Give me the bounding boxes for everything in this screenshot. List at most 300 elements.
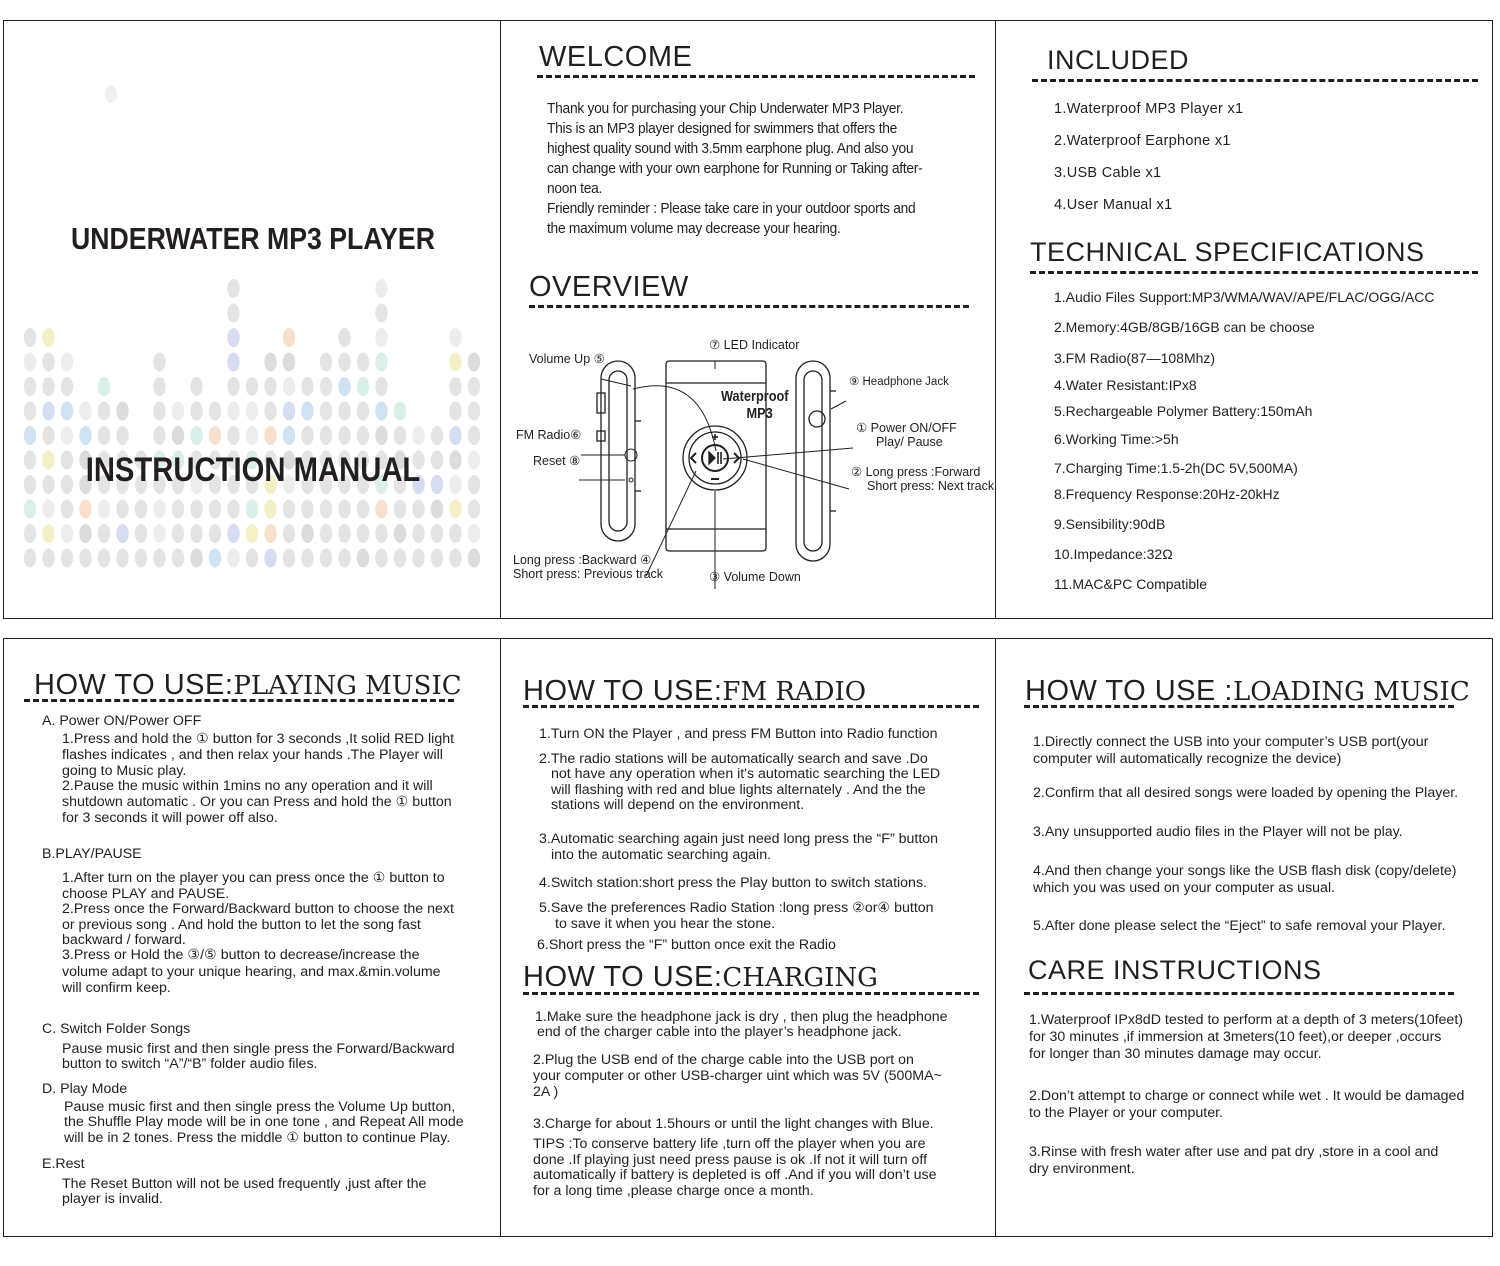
cover-dot xyxy=(283,426,295,445)
cover-dot xyxy=(42,328,54,347)
cover-dot xyxy=(375,353,387,372)
playing-line: volume adapt to your unique hearing, and max.&min.volume xyxy=(62,964,441,980)
label-previous-track: Short press: Previous track xyxy=(513,567,664,581)
cover-dot xyxy=(412,426,424,445)
cover-dot xyxy=(338,377,350,396)
fm-line: into the automatic searching again. xyxy=(551,847,772,863)
spec-item: 7.Charging Time:1.5-2h(DC 5V,500MA) xyxy=(1054,460,1298,476)
cover-dot xyxy=(338,328,350,347)
cover-dot xyxy=(227,279,239,298)
cover-dot xyxy=(246,549,258,568)
playing-line: 2.Pause the music within 1mins no any operation and it will xyxy=(62,778,433,794)
cover-dot xyxy=(42,549,54,568)
cover-dot xyxy=(98,426,110,445)
cover-dot xyxy=(468,451,480,470)
left-side-view xyxy=(597,361,641,541)
cover-dot xyxy=(61,426,73,445)
included-panel xyxy=(995,20,1493,619)
welcome-line: can change with your own earphone for Running or Taking after- xyxy=(547,160,923,177)
playing-line: will confirm keep. xyxy=(62,980,171,996)
playing-line: The Reset Button will not be used frequently ,just after the xyxy=(62,1176,427,1192)
playing-heading-topic: PLAYING MUSIC xyxy=(233,671,462,701)
playing-line: D. Play Mode xyxy=(42,1081,128,1097)
cover-dot xyxy=(246,426,258,445)
cover-dot xyxy=(338,524,350,543)
cover-dot xyxy=(153,426,165,445)
cover-dot xyxy=(357,377,369,396)
cover-dot xyxy=(24,549,36,568)
cover-dot xyxy=(320,524,332,543)
cover-dot xyxy=(24,475,36,494)
spec-item: 2.Memory:4GB/8GB/16GB can be choose xyxy=(1054,319,1315,335)
cover-dot xyxy=(283,549,295,568)
fm-line: 1.Turn ON the Player , and press FM Button into Radio function xyxy=(539,726,938,742)
playing-line: C. Switch Folder Songs xyxy=(42,1021,191,1037)
cover-dot xyxy=(357,426,369,445)
charging-line: TIPS :To conserve battery life ,turn off the player when you are xyxy=(533,1136,926,1152)
cover-dot xyxy=(227,402,239,421)
cover-dot xyxy=(24,451,36,470)
cover-dot xyxy=(264,549,276,568)
cover-dot xyxy=(61,524,73,543)
included-item: 4.User Manual x1 xyxy=(1054,197,1173,213)
loading-line: 1.Directly connect the USB into your computer’s USB port(your xyxy=(1033,734,1429,750)
charging-line: 1.Make sure the headphone jack is dry , then plug the headphone xyxy=(535,1009,948,1025)
cover-dot xyxy=(79,402,91,421)
cover-title: UNDERWATER MP3 PLAYER xyxy=(71,221,435,256)
cover-dot xyxy=(61,549,73,568)
cover-dot xyxy=(116,500,128,519)
cover-dot xyxy=(172,402,184,421)
cover-dot xyxy=(190,500,202,519)
cover-dot xyxy=(190,426,202,445)
cover-dot xyxy=(227,549,239,568)
cover-dot xyxy=(79,500,91,519)
cover-dot xyxy=(320,549,332,568)
cover-dot xyxy=(431,500,443,519)
cover-dot xyxy=(264,353,276,372)
cover-dot xyxy=(98,377,110,396)
cover-dot xyxy=(190,524,202,543)
cover-dot xyxy=(283,402,295,421)
cover-dot xyxy=(357,402,369,421)
charging-line: for a long time ,please charge once a month. xyxy=(533,1183,814,1199)
cover-dot xyxy=(246,524,258,543)
cover-dot xyxy=(357,549,369,568)
loading-line: which you was used on your computer as usual. xyxy=(1033,880,1336,896)
cover-dot xyxy=(449,377,461,396)
heading-underline xyxy=(1024,992,1454,995)
cover-dot xyxy=(357,524,369,543)
playing-line: A. Power ON/Power OFF xyxy=(42,713,202,729)
welcome-line: This is an MP3 player designed for swimmers that offers the xyxy=(547,120,898,137)
loading-care-panel xyxy=(995,638,1493,1237)
cover-dot xyxy=(338,500,350,519)
cover-dot xyxy=(209,549,221,568)
care-line: for 30 minutes ,if immersion at 3meters(10 feet),or deeper ,occurs xyxy=(1029,1029,1442,1045)
loading-line: 5.After done please select the “Eject” to safe removal your Player. xyxy=(1033,918,1446,934)
cover-dot xyxy=(153,524,165,543)
cover-dot xyxy=(394,402,406,421)
specs-heading: TECHNICAL SPECIFICATIONS xyxy=(1030,237,1425,267)
heading-underline xyxy=(1024,705,1454,708)
cover-dot xyxy=(468,549,480,568)
cover-dot xyxy=(61,500,73,519)
included-item: 2.Waterproof Earphone x1 xyxy=(1054,133,1231,149)
cover-dot xyxy=(135,549,147,568)
cover-dot xyxy=(431,524,443,543)
welcome-line: the maximum volume may decrease your hearing. xyxy=(547,220,841,237)
fm-line: stations will depend on the environment. xyxy=(551,797,805,813)
playing-line: E.Rest xyxy=(42,1156,85,1172)
cover-dot xyxy=(394,426,406,445)
cover-dot xyxy=(412,500,424,519)
device-brand-text: Waterproof xyxy=(721,388,789,405)
included-heading: INCLUDED xyxy=(1047,45,1190,75)
spec-item: 4.Water Resistant:IPx8 xyxy=(1054,377,1197,393)
playing-line: shutdown automatic . Or you can Press and hold the ① button xyxy=(62,794,452,810)
cover-dot xyxy=(79,426,91,445)
cover-dot xyxy=(301,402,313,421)
label-volume-down: ③ Volume Down xyxy=(709,570,801,584)
cover-dot xyxy=(61,402,73,421)
fm-line: will flashing with red and blue lights alternately . And the the xyxy=(551,782,926,798)
cover-dot xyxy=(172,426,184,445)
cover-dot xyxy=(98,549,110,568)
cover-dot xyxy=(246,402,258,421)
cover-dot xyxy=(209,426,221,445)
welcome-line: Friendly reminder : Please take care in your outdoor sports and xyxy=(547,200,916,217)
cover-dot xyxy=(61,377,73,396)
cover-dot xyxy=(24,426,36,445)
cover-dot xyxy=(338,353,350,372)
cover-dot xyxy=(320,377,332,396)
cover-dot xyxy=(24,402,36,421)
loading-line: 2.Confirm that all desired songs were loaded by opening the Player. xyxy=(1033,785,1459,801)
cover-dot xyxy=(227,426,239,445)
cover-dot xyxy=(190,549,202,568)
right-side-view xyxy=(796,361,836,561)
loading-line: 4.And then change your songs like the USB flash disk (copy/delete) xyxy=(1033,863,1457,879)
cover-dot xyxy=(283,328,295,347)
cover-dot xyxy=(190,402,202,421)
label-next-track: Short press: Next track xyxy=(867,479,995,493)
welcome-line: noon tea. xyxy=(547,180,603,197)
welcome-panel xyxy=(500,20,996,619)
heading-underline xyxy=(24,699,454,702)
cover-dot xyxy=(449,524,461,543)
cover-dot xyxy=(153,500,165,519)
cover-dot xyxy=(468,402,480,421)
cover-dot xyxy=(468,353,480,372)
cover-dot xyxy=(468,524,480,543)
cover-dot xyxy=(61,353,73,372)
cover-dot xyxy=(338,402,350,421)
cover-dot xyxy=(24,328,36,347)
cover-dot xyxy=(246,377,258,396)
spec-item: 5.Rechargeable Polymer Battery:150mAh xyxy=(1054,403,1313,419)
label-led-indicator: ⑦ LED Indicator xyxy=(709,338,800,352)
playing-heading-prefix: HOW TO USE: xyxy=(34,669,234,701)
heading-underline xyxy=(1032,79,1478,82)
label-fm-radio: FM Radio⑥ xyxy=(516,428,582,442)
cover-dot xyxy=(172,524,184,543)
cover-dot xyxy=(135,524,147,543)
cover-dot xyxy=(116,426,128,445)
cover-dot xyxy=(153,377,165,396)
spec-item: 11.MAC&PC Compatible xyxy=(1054,576,1208,592)
playing-line: 3.Press or Hold the ③/⑤ button to decrease/increase the xyxy=(62,947,420,963)
care-line: 1.Waterproof IPx8dD tested to perform at a depth of 3 meters(10feet) xyxy=(1029,1012,1463,1028)
device-model-text: MP3 xyxy=(746,405,773,422)
cover-dot xyxy=(283,377,295,396)
cover-dot xyxy=(394,549,406,568)
cover-dot xyxy=(227,500,239,519)
playing-line: 1.Press and hold the ① button for 3 seconds ,It solid RED light xyxy=(62,731,455,747)
label-forward: ② Long press :Forward xyxy=(851,465,981,479)
cover-dot xyxy=(468,475,480,494)
label-reset: Reset ⑧ xyxy=(533,454,581,468)
cover-dot xyxy=(42,353,54,372)
cover-dot xyxy=(227,328,239,347)
cover-dot xyxy=(338,426,350,445)
playing-line: 2.Press once the Forward/Backward button to choose the next xyxy=(62,901,454,917)
cover-dot xyxy=(79,549,91,568)
cover-dot xyxy=(468,500,480,519)
cover-dot xyxy=(449,328,461,347)
label-play-pause: Play/ Pause xyxy=(876,435,943,449)
fm-line: not have any operation when it's automatic searching the LED xyxy=(551,766,941,782)
charging-line: 2A ) xyxy=(533,1084,559,1100)
cover-dot xyxy=(24,353,36,372)
cover-dot xyxy=(449,426,461,445)
cover-dot xyxy=(24,500,36,519)
cover-dot xyxy=(301,549,313,568)
spec-item: 3.FM Radio(87—108Mhz) xyxy=(1054,350,1216,366)
playing-line: for 3 seconds it will power off also. xyxy=(62,810,278,826)
playing-line: Pause music first and then single press the Volume Up button, xyxy=(64,1099,456,1115)
fm-line: 2.The radio stations will be automatically search and save .Do xyxy=(539,751,928,767)
cover-dot xyxy=(449,500,461,519)
playing-line: button to switch “A”/“B” folder audio files. xyxy=(62,1056,318,1072)
cover-dot xyxy=(172,500,184,519)
charging-line: 3.Charge for about 1.5hours or until the light changes with Blue. xyxy=(533,1116,934,1132)
spec-item: 6.Working Time:>5h xyxy=(1054,431,1179,447)
cover-dot xyxy=(116,524,128,543)
cover-subtitle: INSTRUCTION MANUAL xyxy=(85,451,421,489)
cover-dot xyxy=(227,353,239,372)
cover-dot xyxy=(209,402,221,421)
cover-panel xyxy=(3,20,501,619)
playing-line: going to Music play. xyxy=(62,763,187,779)
cover-dot xyxy=(375,402,387,421)
cover-dot xyxy=(375,549,387,568)
cover-dot xyxy=(105,85,117,103)
care-heading: CARE INSTRUCTIONS xyxy=(1028,955,1322,985)
playing-heading xyxy=(34,669,462,702)
charging-line: 2.Plug the USB end of the charge cable into the USB port on xyxy=(533,1052,914,1068)
playing-line: or previous song . And hold the button to let the song fast xyxy=(62,917,421,933)
cover-dot xyxy=(227,304,239,323)
cover-dot xyxy=(227,524,239,543)
loading-line: computer will automatically recognize the device) xyxy=(1033,751,1342,767)
cover-dot xyxy=(190,377,202,396)
charging-heading-topic: CHARGING xyxy=(722,963,878,993)
cover-dot xyxy=(468,377,480,396)
cover-dot xyxy=(375,304,387,323)
spec-item: 1.Audio Files Support:MP3/WMA/WAV/APE/FLAC/OGG/ACC xyxy=(1054,289,1435,305)
cover-dot xyxy=(283,500,295,519)
care-line: to the Player or your computer. xyxy=(1029,1105,1223,1121)
playing-line: B.PLAY/PAUSE xyxy=(42,846,142,862)
playing-line: choose PLAY and PAUSE. xyxy=(62,886,230,902)
welcome-heading: WELCOME xyxy=(539,41,693,73)
cover-dot xyxy=(153,549,165,568)
fm-heading-prefix: HOW TO USE: xyxy=(523,675,723,707)
welcome-line: Thank you for purchasing your Chip Underwater MP3 Player. xyxy=(547,100,904,117)
heading-underline xyxy=(523,705,979,708)
spec-item: 10.Impedance:32Ω xyxy=(1054,546,1173,562)
fm-heading-topic: FM RADIO xyxy=(722,677,867,707)
cover-dot xyxy=(98,524,110,543)
cover-dot xyxy=(116,549,128,568)
cover-dot xyxy=(338,549,350,568)
charging-line: done .If playing just need press pause is ok .If not it will turn off xyxy=(533,1152,928,1168)
fm-line: 3.Automatic searching again just need long press the “F” button xyxy=(539,831,939,847)
cover-dot xyxy=(79,524,91,543)
heading-underline xyxy=(523,992,979,995)
loading-heading-prefix: HOW TO USE : xyxy=(1025,675,1233,707)
cover-dot xyxy=(264,377,276,396)
cover-dot xyxy=(301,426,313,445)
heading-underline xyxy=(1030,271,1478,274)
charging-line: your computer or other USB-charger uint which was 5V (500MA~ xyxy=(533,1068,942,1084)
cover-dot xyxy=(375,500,387,519)
spec-item: 8.Frequency Response:20Hz-20kHz xyxy=(1054,486,1280,502)
playing-line: flashes indicates , and then relax your hands .The Player will xyxy=(62,747,443,763)
cover-dot xyxy=(394,524,406,543)
cover-dot xyxy=(283,524,295,543)
fm-line: 5.Save the preferences Radio Station :long press ②or④ button xyxy=(539,900,934,916)
cover-dot xyxy=(227,377,239,396)
cover-dot xyxy=(449,549,461,568)
fm-line: 6.Short press the “F” button once exit the Radio xyxy=(537,937,836,953)
heading-underline xyxy=(529,305,969,308)
cover-dot xyxy=(209,500,221,519)
cover-dot xyxy=(24,377,36,396)
spec-item: 9.Sensibility:90dB xyxy=(1054,516,1166,532)
playing-line: player is invalid. xyxy=(62,1191,163,1207)
fm-line: 4.Switch station:short press the Play button to switch stations. xyxy=(539,875,927,891)
label-power: ① Power ON/OFF xyxy=(856,421,957,435)
welcome-line: highest quality sound with 3.5mm earphone plug. And also you xyxy=(547,140,914,157)
cover-dot xyxy=(357,353,369,372)
cover-dot xyxy=(320,426,332,445)
loading-heading xyxy=(1025,675,1470,708)
cover-dot xyxy=(449,402,461,421)
cover-dot xyxy=(172,549,184,568)
cover-dot xyxy=(412,524,424,543)
loading-heading-topic: LOADING MUSIC xyxy=(1232,677,1470,707)
cover-dot xyxy=(264,426,276,445)
cover-dot xyxy=(42,426,54,445)
cover-dot xyxy=(320,500,332,519)
cover-dot xyxy=(209,524,221,543)
cover-dot xyxy=(42,402,54,421)
cover-dot xyxy=(42,524,54,543)
fm-charging-panel xyxy=(500,638,996,1237)
cover-dot xyxy=(301,377,313,396)
cover-dot xyxy=(42,377,54,396)
loading-line: 3.Any unsupported audio files in the Player will not be play. xyxy=(1033,824,1403,840)
cover-dot xyxy=(431,426,443,445)
charging-line: automatically if battery is depleted is off .And if you will don’t use xyxy=(533,1167,937,1183)
cover-dot xyxy=(301,524,313,543)
charging-line: end of the charger cable into the player’s headphone jack. xyxy=(537,1024,902,1040)
label-volume-up: Volume Up ⑤ xyxy=(529,352,605,366)
cover-dot xyxy=(375,426,387,445)
cover-dot xyxy=(301,500,313,519)
label-headphone-jack: ⑨ Headphone Jack xyxy=(849,376,949,388)
care-line: 2.Don’t attempt to charge or connect while wet . It would be damaged xyxy=(1029,1088,1465,1104)
cover-dot xyxy=(264,500,276,519)
cover-dot xyxy=(42,500,54,519)
playing-line: backward / forward. xyxy=(62,932,186,948)
cover-dot xyxy=(375,328,387,347)
cover-dot xyxy=(431,549,443,568)
care-line: for longer than 30 minutes damage may occur. xyxy=(1029,1046,1322,1062)
cover-dot xyxy=(98,500,110,519)
cover-dot xyxy=(283,353,295,372)
cover-dot xyxy=(357,500,369,519)
cover-dot xyxy=(153,353,165,372)
cover-dot xyxy=(24,524,36,543)
welcome-text xyxy=(547,99,922,239)
included-item: 1.Waterproof MP3 Player x1 xyxy=(1054,101,1244,117)
cover-dot xyxy=(264,402,276,421)
playing-line: 1.After turn on the player you can press once the ① button to xyxy=(62,870,445,886)
cover-dot xyxy=(320,353,332,372)
playing-music-panel xyxy=(3,638,501,1237)
cover-dot xyxy=(98,402,110,421)
care-line: 3.Rinse with fresh water after use and pat dry ,store in a cool and xyxy=(1029,1144,1439,1160)
fm-line: to save it when you hear the stone. xyxy=(555,916,776,932)
label-backward: Long press :Backward ④ xyxy=(513,553,652,567)
cover-dot xyxy=(153,402,165,421)
fm-heading xyxy=(523,675,866,708)
cover-dot xyxy=(135,500,147,519)
cover-dot xyxy=(449,353,461,372)
charging-heading-prefix: HOW TO USE: xyxy=(523,961,723,993)
cover-dot xyxy=(375,524,387,543)
cover-dot xyxy=(375,377,387,396)
charging-heading xyxy=(523,961,878,994)
heading-underline xyxy=(537,75,975,78)
overview-heading: OVERVIEW xyxy=(529,271,689,303)
playing-line: Pause music first and then single press the Forward/Backward xyxy=(62,1041,455,1057)
cover-dot xyxy=(320,402,332,421)
cover-dot xyxy=(116,402,128,421)
cover-dot-pattern xyxy=(4,21,501,619)
care-line: dry environment. xyxy=(1029,1161,1135,1177)
playing-line: the Shuffle Play mode will be in one tone , and Repeat All mode xyxy=(64,1114,464,1130)
cover-dot xyxy=(412,549,424,568)
cover-dot xyxy=(264,524,276,543)
cover-dot xyxy=(246,500,258,519)
cover-dot xyxy=(375,279,387,298)
included-item: 3.USB Cable x1 xyxy=(1054,165,1162,181)
cover-dot xyxy=(468,426,480,445)
